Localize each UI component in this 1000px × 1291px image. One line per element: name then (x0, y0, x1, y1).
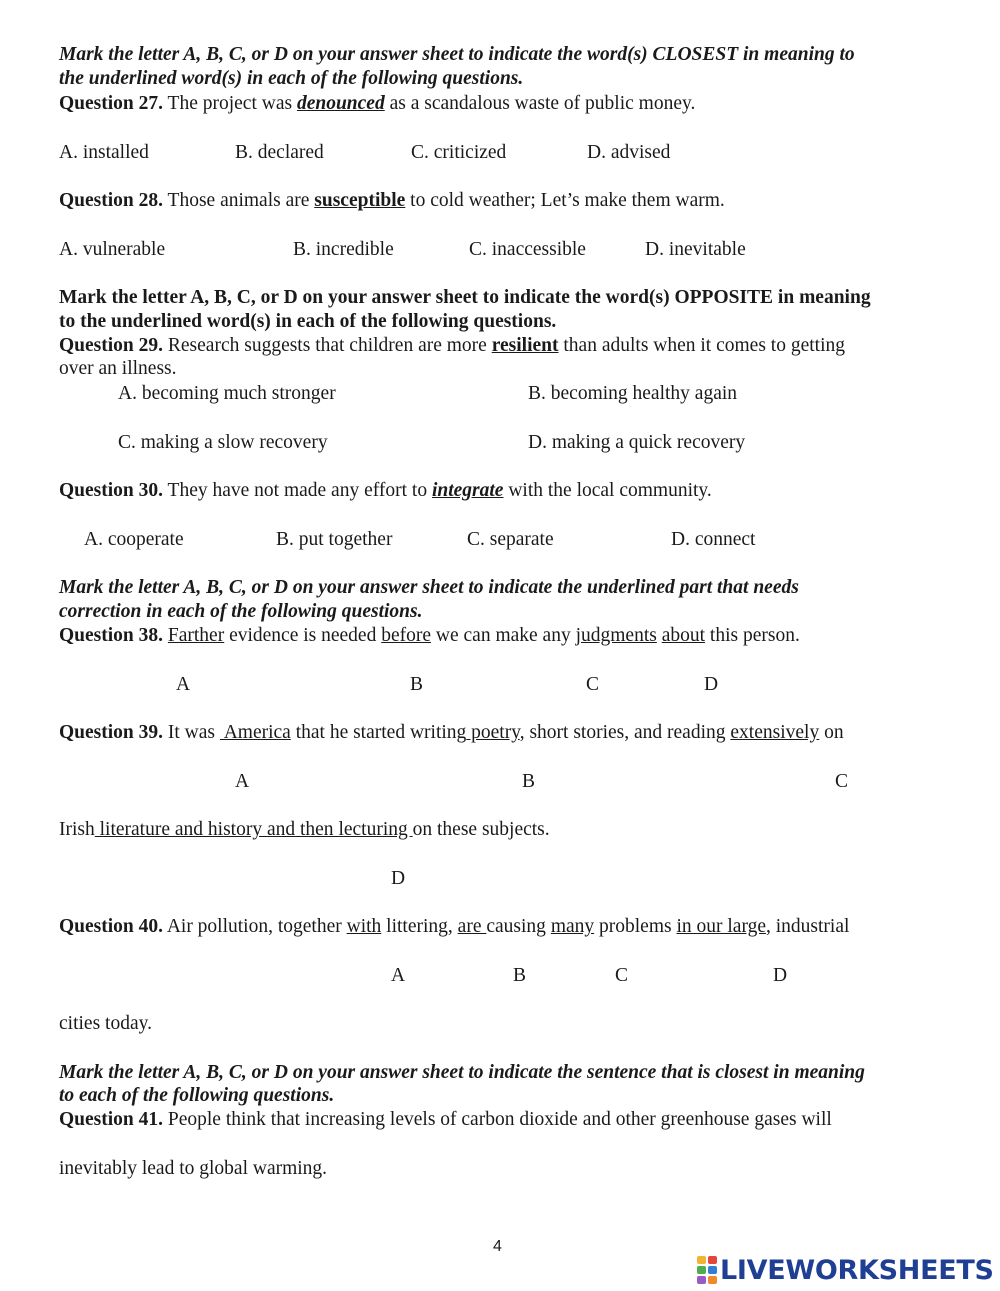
question-41: Question 41. People think that increasing levels of carbon dioxide and other greenhouse gases will (59, 1109, 832, 1130)
instruction-correction-line1: Mark the letter A, B, C, or D on your answer sheet to indicate the underlined part that needs (59, 577, 799, 598)
q27-option-c[interactable]: C. criticized (411, 142, 507, 163)
q29-option-d[interactable]: D. making a quick recovery (528, 432, 746, 453)
q29-option-c[interactable]: C. making a slow recovery (118, 432, 328, 453)
q39-letter-d[interactable]: D (391, 868, 406, 889)
instruction-opposite-line2: to the underlined word(s) in each of the following questions. (59, 311, 557, 332)
instruction-closest-line1: Mark the letter A, B, C, or D on your answer sheet to indicate the word(s) CLOSEST in meaning to (59, 44, 855, 65)
question-label: Question 39. (59, 722, 164, 743)
q40-letter-d[interactable]: D (773, 965, 788, 986)
question-28: Question 28. Those animals are susceptible to cold weather; Let’s make them warm. (59, 190, 725, 211)
q28-option-b[interactable]: B. incredible (293, 239, 394, 260)
underlined-word: susceptible (314, 190, 406, 211)
question-29-line2: over an illness. (59, 358, 177, 379)
underlined-part-c: many (550, 916, 595, 937)
instruction-sentence-line2: to each of the following questions. (59, 1085, 335, 1106)
underlined-part-c: judgments (575, 625, 657, 646)
brand-name: LIVEWORKSHEETS (720, 1254, 994, 1286)
question-label: Question 27. (59, 93, 164, 114)
underlined-word: integrate (431, 480, 504, 501)
underlined-part-b: are (457, 916, 487, 937)
underlined-part-b: before (381, 625, 432, 646)
q30-option-b[interactable]: B. put together (276, 529, 393, 550)
q38-letter-d[interactable]: D (704, 674, 719, 695)
question-label: Question 30. (59, 480, 164, 501)
q29-option-b[interactable]: B. becoming healthy again (528, 383, 738, 404)
q38-letter-b[interactable]: B (410, 674, 424, 695)
question-39-line2: Irish literature and history and then lecturing on these subjects. (59, 819, 550, 840)
q40-letter-a[interactable]: A (391, 965, 406, 986)
underlined-part-d: lecturing (338, 819, 413, 840)
liveworksheets-logo (697, 1254, 994, 1286)
question-41-line2: inevitably lead to global warming. (59, 1158, 328, 1179)
underlined-part-d: about (661, 625, 706, 646)
underlined-part-a: with (346, 916, 382, 937)
q30-option-a[interactable]: A. cooperate (84, 529, 184, 550)
q28-option-a[interactable]: A. vulnerable (59, 239, 166, 260)
underlined-part-c: extensively (730, 722, 820, 743)
underlined-part-a: America (219, 722, 291, 743)
q29-option-a[interactable]: A. becoming much stronger (118, 383, 336, 404)
q27-option-b[interactable]: B. declared (235, 142, 324, 163)
question-label: Question 40. (59, 916, 164, 937)
q38-letter-c[interactable]: C (586, 674, 600, 695)
instruction-sentence-line1: Mark the letter A, B, C, or D on your answer sheet to indicate the sentence that is closest in meaning (59, 1062, 865, 1083)
q27-option-d[interactable]: D. advised (587, 142, 671, 163)
q40-letter-c[interactable]: C (615, 965, 629, 986)
q30-option-c[interactable]: C. separate (467, 529, 554, 550)
instruction-opposite-line1: Mark the letter A, B, C, or D on your answer sheet to indicate the word(s) OPPOSITE in meaning (59, 287, 871, 308)
q38-letter-a[interactable]: A (176, 674, 191, 695)
q39-letter-a[interactable]: A (235, 771, 250, 792)
underlined-part-d: in our large (676, 916, 766, 937)
q28-option-d[interactable]: D. inevitable (645, 239, 746, 260)
q40-letter-b[interactable]: B (513, 965, 527, 986)
question-39: Question 39. It was America that he started writing poetry, short stories, and reading extensively on (59, 722, 844, 743)
underlined-part-a: Farther (167, 625, 225, 646)
question-label: Question 41. (59, 1109, 164, 1130)
q39-letter-c[interactable]: C (835, 771, 849, 792)
question-38: Question 38. Farther evidence is needed before we can make any judgments about this person. (59, 625, 800, 646)
q27-option-a[interactable]: A. installed (59, 142, 149, 163)
instruction-closest-line2: the underlined word(s) in each of the following questions. (59, 68, 524, 89)
question-label: Question 29. (59, 335, 164, 356)
underlined-word: resilient (491, 335, 559, 356)
liveworksheets-logo-icon (697, 1256, 717, 1284)
instruction-correction-line2: correction in each of the following questions. (59, 601, 423, 622)
q30-option-d[interactable]: D. connect (671, 529, 756, 550)
question-30: Question 30. They have not made any effort to integrate with the local community. (59, 480, 712, 501)
question-29: Question 29. Research suggests that children are more resilient than adults when it comes to getting (59, 335, 845, 356)
q28-option-c[interactable]: C. inaccessible (469, 239, 586, 260)
underlined-word: denounced (296, 93, 385, 114)
question-40-line2: cities today. (59, 1013, 152, 1034)
question-label: Question 28. (59, 190, 164, 211)
q39-letter-b[interactable]: B (522, 771, 536, 792)
question-27: Question 27. The project was denounced as a scandalous waste of public money. (59, 93, 696, 114)
question-label: Question 38. (59, 625, 164, 646)
underlined-part-b: poetry (466, 722, 520, 743)
question-40: Question 40. Air pollution, together with littering, are causing many problems in our large, industrial (59, 916, 850, 937)
page-number: 4 (493, 1238, 502, 1255)
